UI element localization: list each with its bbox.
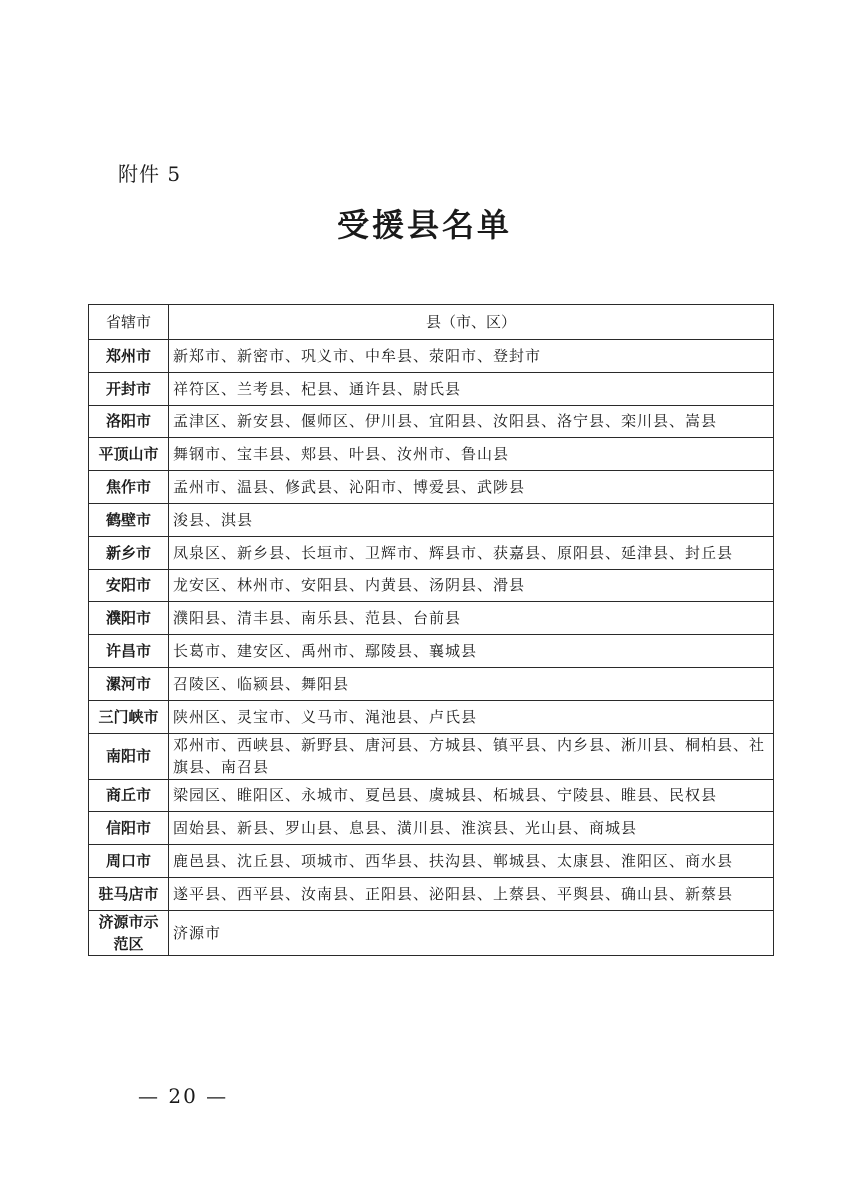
- table-row: [89, 845, 774, 878]
- counties-cell: 邓州市、西峡县、新野县、唐河县、方城县、镇平县、内乡县、淅川县、桐柏县、社旗县、南召县: [169, 733, 774, 779]
- city-cell: 新乡市: [89, 536, 169, 569]
- header-city: 省辖市: [89, 305, 169, 340]
- table-row: [89, 569, 774, 602]
- counties-cell: 舞钢市、宝丰县、郏县、叶县、汝州市、鲁山县: [169, 438, 774, 471]
- attachment-label: 附件 5: [118, 162, 182, 186]
- counties-cell: 凤泉区、新乡县、长垣市、卫辉市、辉县市、获嘉县、原阳县、延津县、封丘县: [169, 536, 774, 569]
- city-cell: 商丘市: [89, 779, 169, 812]
- city-cell: 郑州市: [89, 340, 169, 373]
- counties-cell: 鹿邑县、沈丘县、项城市、西华县、扶沟县、郸城县、太康县、淮阳区、商水县: [169, 845, 774, 878]
- counties-cell: 新郑市、新密市、巩义市、中牟县、荥阳市、登封市: [169, 340, 774, 373]
- counties-cell: 长葛市、建安区、禹州市、鄢陵县、襄城县: [169, 635, 774, 668]
- counties-cell: 济源市: [169, 910, 774, 955]
- document-title: 受援县名单: [336, 206, 512, 244]
- table-row: [89, 471, 774, 504]
- table-row: [89, 910, 774, 955]
- city-cell: 鹤壁市: [89, 503, 169, 536]
- table-row: [89, 700, 774, 733]
- counties-cell: 孟津区、新安县、偃师区、伊川县、宜阳县、汝阳县、洛宁县、栾川县、嵩县: [169, 405, 774, 438]
- counties-cell: 遂平县、西平县、汝南县、正阳县、泌阳县、上蔡县、平舆县、确山县、新蔡县: [169, 877, 774, 910]
- city-cell: 洛阳市: [89, 405, 169, 438]
- counties-cell: 濮阳县、清丰县、南乐县、范县、台前县: [169, 602, 774, 635]
- counties-cell: 龙安区、林州市、安阳县、内黄县、汤阴县、滑县: [169, 569, 774, 602]
- city-cell: 漯河市: [89, 667, 169, 700]
- counties-cell: 梁园区、睢阳区、永城市、夏邑县、虞城县、柘城县、宁陵县、睢县、民权县: [169, 779, 774, 812]
- city-cell: 信阳市: [89, 812, 169, 845]
- city-cell: 许昌市: [89, 635, 169, 668]
- table-row: [89, 667, 774, 700]
- table-row: [89, 372, 774, 405]
- table-row: [89, 536, 774, 569]
- counties-cell: 固始县、新县、罗山县、息县、潢川县、淮滨县、光山县、商城县: [169, 812, 774, 845]
- counties-cell: 祥符区、兰考县、杞县、通许县、尉氏县: [169, 372, 774, 405]
- city-cell: 平顶山市: [89, 438, 169, 471]
- table-row: [89, 503, 774, 536]
- city-cell: 济源市示范区: [89, 910, 169, 955]
- counties-cell: 孟州市、温县、修武县、沁阳市、博爱县、武陟县: [169, 471, 774, 504]
- header-counties: 县（市、区）: [169, 305, 774, 340]
- table-row: [89, 779, 774, 812]
- city-cell: 濮阳市: [89, 602, 169, 635]
- counties-cell: 浚县、淇县: [169, 503, 774, 536]
- table-row: [89, 340, 774, 373]
- city-cell: 三门峡市: [89, 700, 169, 733]
- counties-cell: 召陵区、临颍县、舞阳县: [169, 667, 774, 700]
- counties-cell: 陕州区、灵宝市、义马市、渑池县、卢氏县: [169, 700, 774, 733]
- city-cell: 驻马店市: [89, 877, 169, 910]
- table-row: [89, 635, 774, 668]
- county-list-table: [88, 304, 774, 956]
- table-row: [89, 438, 774, 471]
- table-row: [89, 812, 774, 845]
- table-row: [89, 405, 774, 438]
- city-cell: 周口市: [89, 845, 169, 878]
- page-number: — 20 —: [138, 1084, 229, 1108]
- city-cell: 焦作市: [89, 471, 169, 504]
- city-cell: 安阳市: [89, 569, 169, 602]
- table-row: [89, 602, 774, 635]
- city-cell: 南阳市: [89, 733, 169, 779]
- table-row: [89, 877, 774, 910]
- table-row: [89, 733, 774, 779]
- city-cell: 开封市: [89, 372, 169, 405]
